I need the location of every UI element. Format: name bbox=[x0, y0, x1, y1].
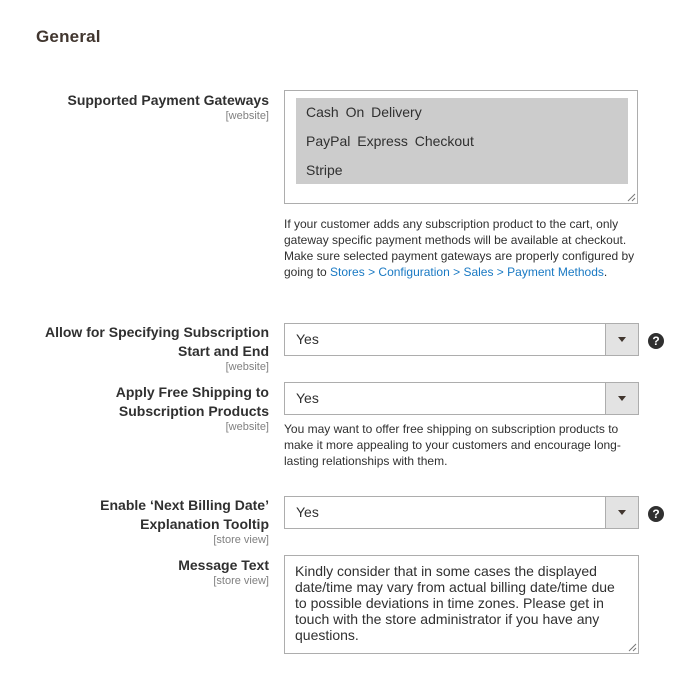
resize-handle-icon[interactable] bbox=[626, 192, 636, 202]
gateways-multiselect[interactable] bbox=[284, 90, 638, 204]
start-end-select[interactable] bbox=[284, 323, 639, 356]
gateways-note-end: . bbox=[603, 265, 608, 279]
free-shipping-value: Yes bbox=[296, 390, 319, 406]
chevron-down-icon bbox=[618, 337, 626, 342]
billing-tooltip-value: Yes bbox=[296, 504, 319, 520]
start-end-dropdown-toggle[interactable] bbox=[605, 324, 638, 355]
billing-tooltip-label-text: Enable ‘Next Billing Date’ Explanation Tooltip bbox=[100, 497, 269, 532]
start-end-value: Yes bbox=[296, 331, 319, 347]
help-icon[interactable]: ? bbox=[648, 333, 664, 349]
gateways-note-text: If your customer adds any subscription product to the cart, only gateway specific payment methods will be available at checkout. Make sure selected payment gateways are properly configured by going to bbox=[284, 217, 635, 279]
gateways-label bbox=[29, 91, 269, 123]
gateway-option-paypal[interactable]: PayPal Express Checkout bbox=[306, 133, 474, 149]
payment-methods-link[interactable]: Stores > Configuration > Sales > Payment Methods bbox=[330, 265, 604, 279]
gateways-scope: [website] bbox=[225, 110, 269, 122]
gateway-option-cod[interactable]: Cash On Delivery bbox=[306, 104, 422, 120]
billing-tooltip-dropdown-toggle[interactable] bbox=[605, 497, 638, 528]
start-end-label-text: Allow for Specifying Subscription Start and End bbox=[44, 324, 269, 359]
billing-tooltip-select[interactable] bbox=[284, 496, 639, 529]
free-shipping-label bbox=[29, 383, 269, 434]
message-scope: [store view] bbox=[213, 575, 269, 587]
free-shipping-scope: [website] bbox=[225, 421, 269, 433]
gateways-selected-group bbox=[296, 98, 628, 184]
free-shipping-note: You may want to offer free shipping on subscription products to make it more appealing to your customers and encourage long-lasting relationships with them. bbox=[284, 422, 621, 468]
start-end-scope: [website] bbox=[225, 361, 269, 373]
start-end-label bbox=[29, 323, 269, 374]
billing-tooltip-label bbox=[29, 496, 269, 547]
help-icon[interactable]: ? bbox=[648, 506, 664, 522]
message-label-text: Message Text bbox=[178, 557, 269, 573]
chevron-down-icon bbox=[618, 396, 626, 401]
resize-handle-icon[interactable] bbox=[627, 642, 637, 652]
free-shipping-select[interactable] bbox=[284, 382, 639, 415]
free-shipping-label-text: Apply Free Shipping to Subscription Products bbox=[115, 384, 269, 419]
message-text: Kindly consider that in some cases the displayed date/time may vary from actual billing date/time due to possible deviations in time zones. Please get in touch with the store administrator if you have any questions. bbox=[295, 563, 615, 643]
message-textarea[interactable] bbox=[284, 555, 639, 654]
message-label bbox=[29, 556, 269, 588]
gateways-label-text: Supported Payment Gateways bbox=[67, 92, 269, 108]
free-shipping-dropdown-toggle[interactable] bbox=[605, 383, 638, 414]
section-title: General bbox=[36, 27, 101, 46]
chevron-down-icon bbox=[618, 510, 626, 515]
gateways-note bbox=[284, 216, 644, 280]
billing-tooltip-scope: [store view] bbox=[213, 534, 269, 546]
gateway-option-stripe[interactable]: Stripe bbox=[306, 162, 343, 178]
